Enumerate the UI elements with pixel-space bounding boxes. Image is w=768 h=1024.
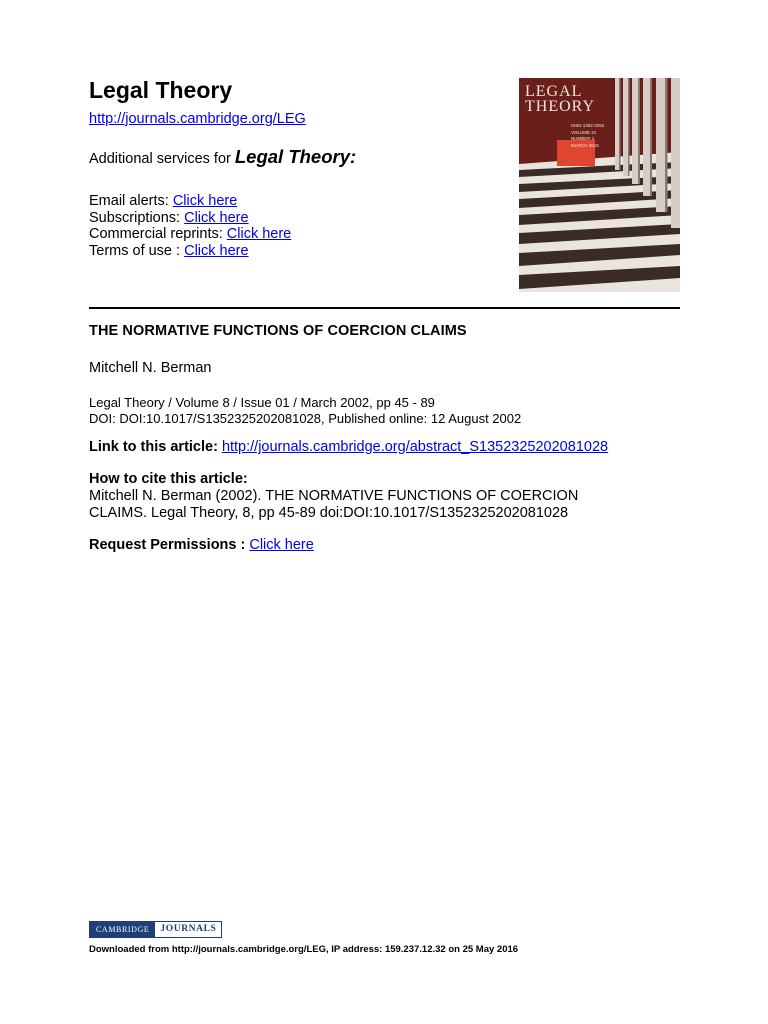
cover-volume: VOLUME 21 bbox=[571, 129, 597, 135]
cover-number: NUMBER 1 bbox=[571, 136, 595, 141]
permissions-row bbox=[89, 536, 314, 554]
journal-url-link[interactable]: http://journals.cambridge.org/LEG bbox=[89, 111, 306, 127]
services-journal-name: Legal Theory: bbox=[234, 146, 357, 167]
logo-cambridge: CAMBRIDGE bbox=[90, 922, 155, 937]
logo-journals: JOURNALS bbox=[155, 922, 221, 937]
additional-services-line bbox=[89, 146, 356, 170]
cite-text bbox=[89, 488, 578, 521]
cover-title-line2: THEORY bbox=[525, 98, 595, 115]
citation-volume-line: Legal Theory / Volume 8 / Issue 01 / March 2002, pp 45 - 89 bbox=[89, 395, 435, 410]
article-link-row bbox=[89, 438, 608, 456]
cover-title bbox=[525, 84, 595, 114]
cite-heading: How to cite this article: bbox=[89, 471, 248, 487]
commercial-reprints-row bbox=[89, 226, 291, 243]
cover-issn: ISSN 1352-3252 bbox=[571, 123, 605, 128]
citation-info bbox=[89, 395, 521, 426]
services-prefix: Additional services for bbox=[89, 151, 235, 167]
cover-issue-info bbox=[571, 123, 604, 149]
article-link[interactable]: http://journals.cambridge.org/abstract_S1352325202081028 bbox=[221, 439, 609, 455]
terms-of-use-link[interactable]: Click here bbox=[184, 242, 249, 259]
terms-of-use-label: Terms of use : bbox=[89, 242, 185, 259]
journal-cover-image bbox=[519, 78, 680, 292]
cover-title-line1: LEGAL bbox=[525, 83, 583, 100]
horizontal-divider bbox=[89, 307, 680, 309]
article-title: THE NORMATIVE FUNCTIONS OF COERCION CLAIMS bbox=[89, 323, 467, 339]
permissions-link[interactable]: Click here bbox=[249, 537, 314, 553]
permissions-label: Request Permissions : bbox=[89, 537, 250, 553]
service-links bbox=[89, 193, 291, 259]
subscriptions-link[interactable]: Click here bbox=[184, 209, 249, 226]
subscriptions-row bbox=[89, 210, 291, 227]
citation-doi-line: DOI: DOI:10.1017/S1352325202081028, Published online: 12 August 2002 bbox=[89, 410, 522, 426]
email-alerts-row bbox=[89, 193, 291, 210]
cambridge-journals-logo bbox=[89, 921, 222, 938]
article-author: Mitchell N. Berman bbox=[89, 360, 212, 376]
commercial-reprints-label: Commercial reprints: bbox=[89, 226, 227, 242]
journal-title: Legal Theory bbox=[89, 77, 233, 103]
article-link-label: Link to this article: bbox=[89, 439, 222, 455]
cover-date: MARCH 2015 bbox=[571, 142, 599, 148]
email-alerts-label: Email alerts: bbox=[89, 193, 173, 209]
cite-line-1: Mitchell N. Berman (2002). THE NORMATIVE FUNCTIONS OF COERCION bbox=[89, 488, 579, 504]
commercial-reprints-link[interactable]: Click here bbox=[226, 226, 292, 242]
cover-publisher-logo: CAMBRIDGE bbox=[525, 278, 557, 283]
terms-of-use-row bbox=[89, 243, 291, 260]
email-alerts-link[interactable]: Click here bbox=[172, 193, 238, 209]
download-notice: Downloaded from http://journals.cambridge.org/LEG, IP address: 159.237.12.32 on 25 May 2016 bbox=[89, 944, 519, 955]
cite-line-2: CLAIMS. Legal Theory, 8, pp 45-89 doi:DOI:10.1017/S1352325202081028 bbox=[89, 504, 569, 521]
subscriptions-label: Subscriptions: bbox=[89, 209, 185, 226]
